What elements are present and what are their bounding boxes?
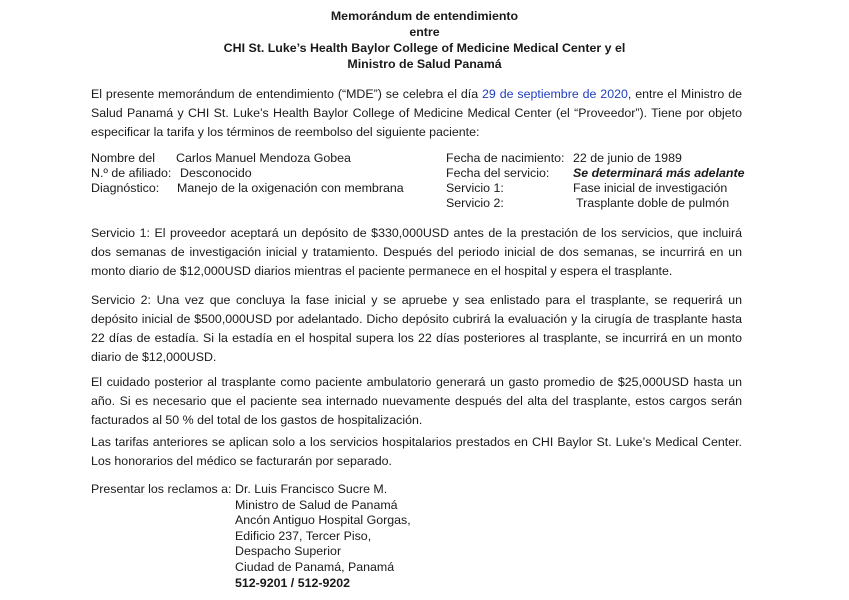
doc-title: Memorándum de entendimiento xyxy=(330,9,519,23)
service1-row xyxy=(446,181,745,196)
diagnosis-row xyxy=(91,181,404,196)
service-date-row xyxy=(446,166,745,181)
claims-address xyxy=(235,482,411,591)
claims-address-line: Ancón Antiguo Hospital Gorgas, xyxy=(235,513,411,528)
dob-row xyxy=(446,151,745,166)
claims-office: Despacho Superior xyxy=(235,544,342,559)
service-date-value: Se determinará más adelante xyxy=(573,166,745,180)
doc-title-party-2: Ministro de Salud Panamá xyxy=(347,57,502,71)
intro-text-start: El presente memorándum de entendimiento (“MDE”) se celebra el día xyxy=(91,87,483,101)
claims-city: Ciudad de Panamá, Panamá xyxy=(235,559,395,574)
member-id-label: N.º de afiliado: xyxy=(91,166,172,180)
patient-info-right xyxy=(446,151,745,211)
service2-paragraph: Servicio 2: Una vez que concluya la fase inicial y se apruebe y sea enlistado para el trasplante, se requerirá un depósito inicial de $500,000USD por adelantado. Dicho depósito cubrirá la evaluación y la cirugía de trasplante hasta 22 días de estadía. Si la estadía en el hospital supera los 22 días posteriores al trasplante, se incurrirá en un monto diario de $12,000USD. xyxy=(91,293,742,364)
dob-label: Fecha de nacimiento: xyxy=(446,151,565,165)
service1-value: Fase inicial de investigación xyxy=(573,181,728,195)
member-id-row xyxy=(91,166,404,181)
patient-name-value: Carlos Manuel Mendoza Gobea xyxy=(176,151,351,165)
service-date-label: Fecha del servicio: xyxy=(446,166,550,180)
intro-paragraph xyxy=(91,85,742,142)
service1-paragraph: Servicio 1: El proveedor aceptará un depósito de $330,000USD antes de la prestación de los servicios, que incluirá dos semanas de investigación inicial y tratamiento. Después del periodo inicial de dos semanas, se incurrirá en un monto diario de $12,000USD diarios mientras el paciente permanece en el hospital y espera el trasplante. xyxy=(91,226,742,278)
post-care-paragraph: El cuidado posterior al trasplante como paciente ambulatorio generará un gasto promedio de $25,000USD hasta un año. Si es necesario que el paciente sea internado nuevamente después del alta del trasplante, estos cargos serán facturados al 50 % del total de los gastos de hospitalización. xyxy=(91,375,742,427)
intro-text-end: , entre el Ministro de Salud Panamá y CHI St. Luke’s Health Baylor College of Medicine Medical Center (el “Proveedor”). Tiene por objeto especificar la tarifa y los términos de reembolso del siguiente paciente: xyxy=(91,87,742,139)
claims-ministry: Ministro de Salud de Panamá xyxy=(235,497,398,512)
rates-paragraph: Las tarifas anteriores se aplican solo a los servicios hospitalarios prestados en CHI Baylor St. Luke’s Medical Center. Los honorarios del médico se facturarán por separado. xyxy=(91,435,742,468)
doc-title-between: entre xyxy=(409,25,440,39)
member-id-value: Desconocido xyxy=(180,166,252,180)
diagnosis-label: Diagnóstico: xyxy=(91,181,160,195)
dob-value: 22 de junio de 1989 xyxy=(573,151,682,165)
doc-title-party-1: CHI St. Luke’s Health Baylor College of Medicine Medical Center y el xyxy=(223,41,626,55)
service1-label: Servicio 1: xyxy=(446,181,504,195)
patient-name-label: Nombre del xyxy=(91,151,156,165)
patient-info-left xyxy=(91,151,404,196)
claims-recipient: Dr. Luis Francisco Sucre M. xyxy=(235,482,388,496)
claims-address-block xyxy=(91,482,411,591)
service2-value: Trasplante doble de pulmón xyxy=(576,196,730,210)
diagnosis-value: Manejo de la oxigenación con membrana xyxy=(177,181,404,195)
service2-label: Servicio 2: xyxy=(446,196,504,210)
service2-row xyxy=(446,196,745,211)
patient-name-row xyxy=(91,151,404,166)
agreement-date: 29 de septiembre de 2020 xyxy=(482,87,628,101)
claims-label: Presentar los reclamos a: xyxy=(91,482,232,496)
claims-phones: 512-9201 / 512-9202 xyxy=(235,575,351,590)
claims-building: Edificio 237, Tercer Piso, xyxy=(235,528,372,543)
